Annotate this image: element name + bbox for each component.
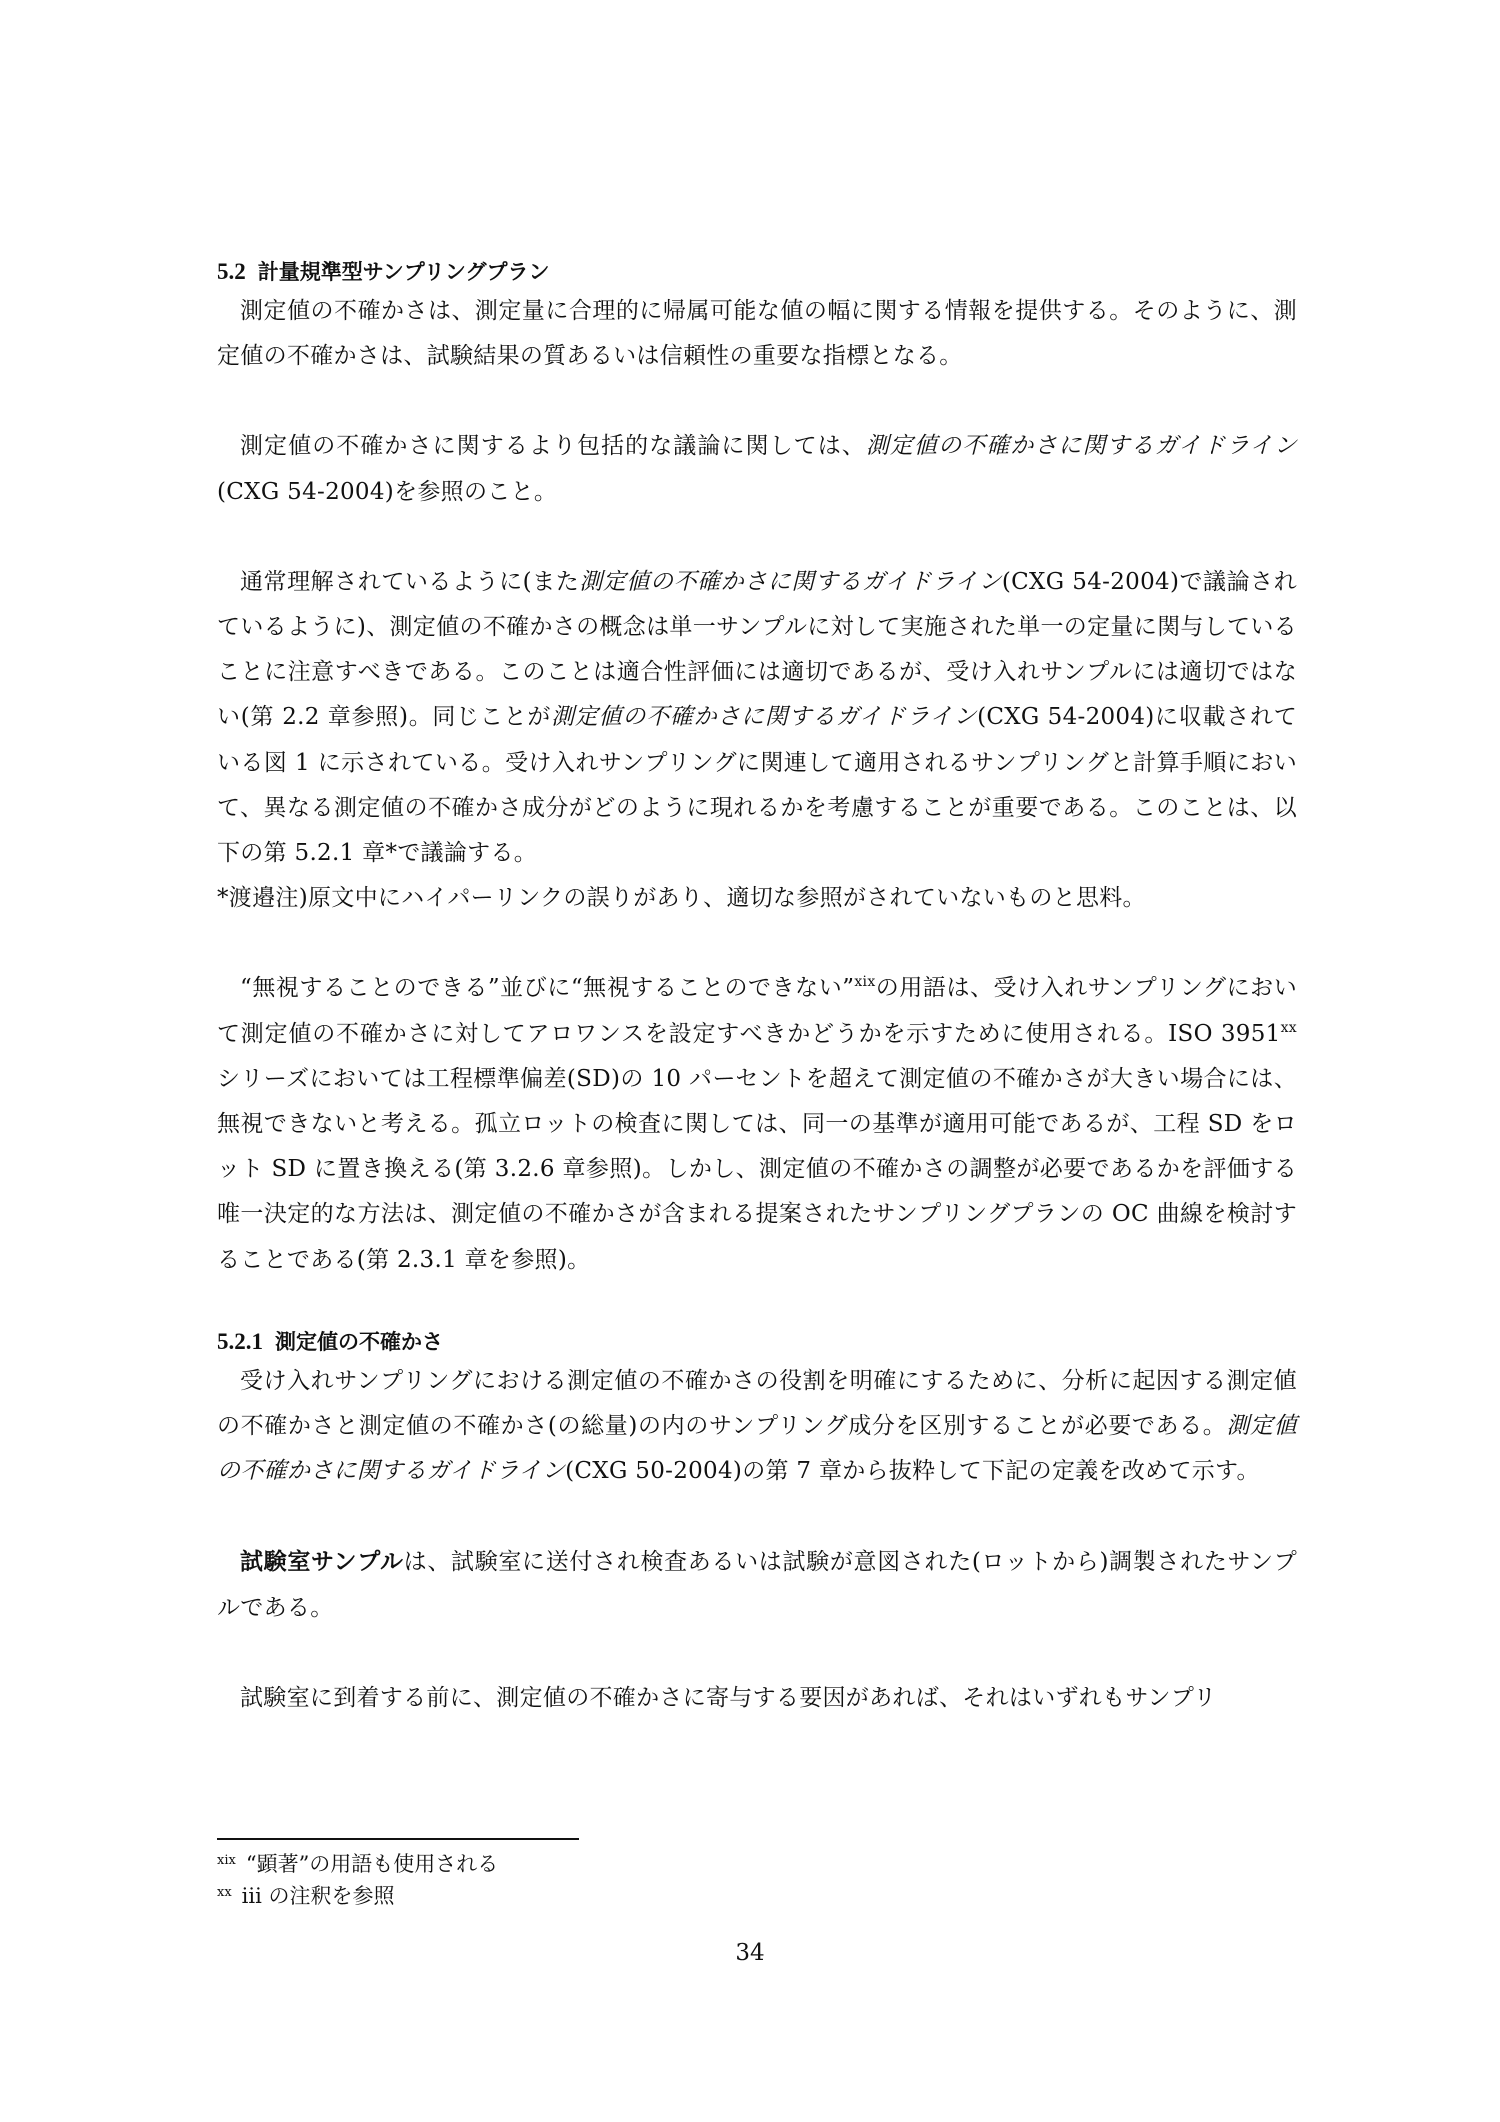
section-title: 測定値の不確かさ — [275, 1329, 443, 1354]
paragraph-negligible: “無視することのできる”並びに“無視することのできない”$^{xix}$の用語は、受け入れサンプリングにおいて測定値の不確かさに対してアロワンスを設定すべきかどうかを示すために使用される。ISO 3951$^{xx}$シリーズにおいては工程標準偏差(SD)の 10 パーセントを超えて測定値の不確かさが大きい場合には、無視できないと考える。孤立ロットの検査に関しては、同一の基準が適用可能であるが、工程 SD をロット SD に置き換える(第 3.2.6 章参照)。しかし、測定値の不確かさの調整が必要であるかを評価する唯一決定的な方法は、測定値の不確かさが含まれる提案されたサンプリングプランの OC 曲線を検討することである(第 2.3.1 章を参照)。 — [217, 974, 1297, 1273]
guideline-title: 測定値の不確かさに関するガイドライン — [865, 433, 1297, 460]
footnote-xix — [217, 1848, 1217, 1880]
footnote-divider — [217, 1838, 579, 1840]
footnote-text: iii の注釈を参照 — [241, 1884, 395, 1908]
footnote-text: “顕著”の用語も使用される — [245, 1852, 499, 1876]
section-number: 5.2 — [217, 259, 246, 284]
footnote-xx — [217, 1880, 1217, 1912]
footnotes — [217, 1848, 1217, 1912]
footnote-mark: xix — [217, 1853, 236, 1868]
section-title: 計量規準型サンプリングプラン — [257, 260, 550, 284]
paragraph-intro: 測定値の不確かさは、測定量に合理的に帰属可能な値の幅に関する情報を提供する。そのように、測定値の不確かさは、試験結果の質あるいは信頼性の重要な指標となる。 — [217, 298, 1297, 370]
paragraph-before-arrival: 試験室に到着する前に、測定値の不確かさに寄与する要因があれば、それはいずれもサンプリ — [240, 1684, 1217, 1711]
footnote-ref-xx[interactable]: xx — [1280, 1019, 1297, 1036]
section-heading-5-2-1 — [217, 1325, 1297, 1359]
paragraph-guideline-reference: 測定値の不確かさに関するより包括的な議論に関しては、測定値の不確かさに関するガイドライン(CXG 54-2004)を参照のこと。 — [217, 433, 1297, 505]
term-lab-sample: 試験室サンプル — [240, 1548, 404, 1576]
guideline-title: 測定値の不確かさに関するガイドライン — [217, 1413, 1297, 1485]
guideline-title: 測定値の不確かさに関するガイドライン — [551, 704, 978, 731]
section-number: 5.2.1 — [217, 1328, 263, 1354]
paragraph-concept: 通常理解されているように(また測定値の不確かさに関するガイドライン(CXG 54-2004)で議論されているように)、測定値の不確かさの概念は単一サンプルに対して実施された単一の定量に関与していることに注意すべきである。このことは適合性評価には適切であるが、受け入れサンプルには適切ではない(第 2.2 章参照)。同じことが測定値の不確かさに関するガイドライン(CXG 54-2004)に収載されている図 1 に示されている。受け入れサンプリングに関連して適用されるサンプリングと計算手順において、異なる測定値の不確かさ成分がどのように現れるかを考慮することが重要である。このことは、以下の第 5.2.1 章*で議論する。 — [217, 568, 1298, 867]
section-heading-5-2 — [217, 255, 1297, 289]
paragraph-lab-sample: 試験室サンプルは、試験室に送付され検査あるいは試験が意図された(ロットから)調製されたサンプルである。 — [217, 1548, 1297, 1621]
paragraph-role: 受け入れサンプリングにおける測定値の不確かさの役割を明確にするために、分析に起因する測定値の不確かさと測定値の不確かさ(の総量)の内のサンプリング成分を区別することが必要である。測定値の不確かさに関するガイドライン(CXG 50-2004)の第 7 章から抜粋して下記の定義を改めて示す。 — [217, 1367, 1297, 1485]
translator-note: *渡邉注)原文中にハイパーリンクの誤りがあり、適切な参照がされていないものと思料。 — [217, 885, 1146, 912]
guideline-title: 測定値の不確かさに関するガイドライン — [579, 568, 1002, 595]
page-number: 34 — [735, 1940, 765, 1966]
footnote-ref-xix[interactable]: xix — [854, 974, 876, 991]
page-content — [217, 255, 1297, 1721]
footnote-mark: xx — [217, 1885, 232, 1900]
